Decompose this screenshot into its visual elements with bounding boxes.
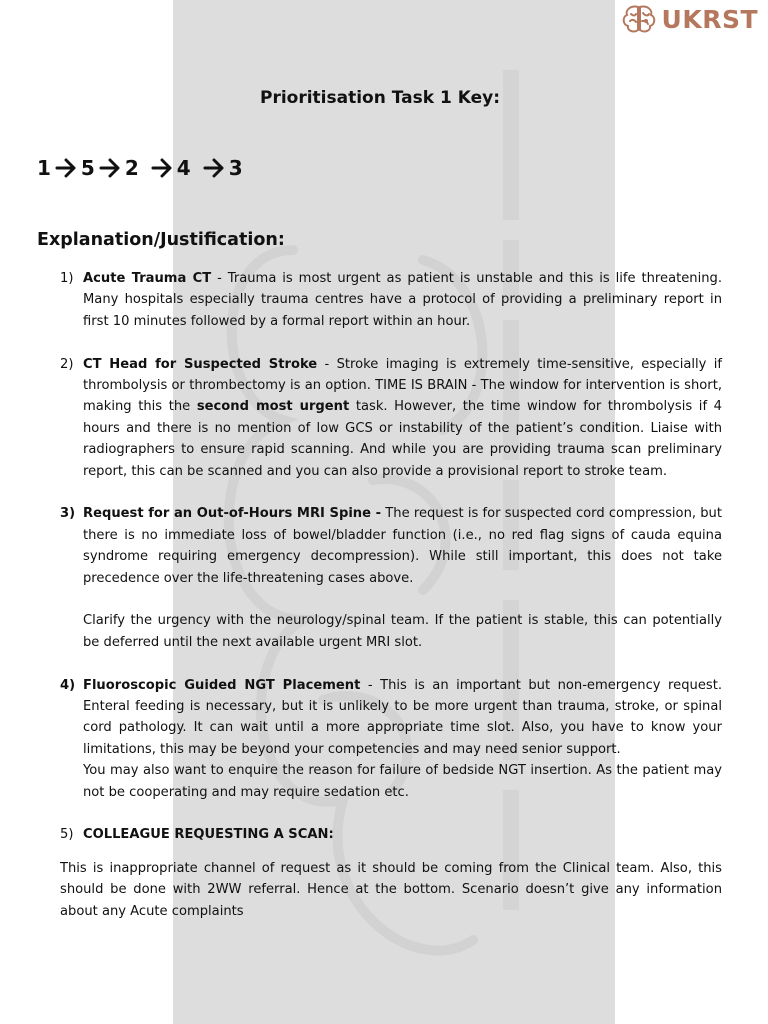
item-marker: 2) [60, 356, 74, 372]
item-text: task. However, the time window for thrombolysis if 4 hours and there is no mention of low GCS or instability of the patient’s condition. Liaise with radiographers to ensure rapid scanning. And while you are providing trauma scan preliminary report, this can be scanned and you can also provide a provisional report to stroke team. [83, 399, 722, 479]
item-lead: Acute Trauma CT [83, 271, 212, 286]
brand-logo [621, 4, 758, 34]
list-item [60, 354, 722, 482]
brain-icon [621, 4, 657, 34]
page-title: Prioritisation Task 1 Key: [259, 88, 500, 108]
item-lead: COLLEAGUE REQUESTING A SCAN: [83, 827, 334, 843]
item-lead: Request for an Out-of-Hours MRI Spine - [83, 506, 382, 522]
section-heading: Explanation/Justification: [37, 230, 285, 250]
item-lead: Fluoroscopic Guided NGT Placement [83, 677, 361, 693]
arrow-right-icon [151, 158, 173, 178]
item-marker: 1) [60, 271, 74, 286]
arrow-right-icon [99, 158, 121, 178]
item-text: - This is an important but non-emergency request. Enteral feeding is necessary, but it is unlikely to be more urgent than trauma, stroke, or spinal cord pathology. It can wait until a more appropriate time slot. Also, you have to know your limitations, this may be beyond your competencies and may need senior support. [83, 677, 722, 757]
order-step: 5 [80, 156, 95, 180]
closing-paragraph: This is inappropriate channel of request as it should be coming from the Clinical team. Also, this should be done with 2WW referral. Hence at the bottom. Scenario doesn’t give any information about any Acute complaints [60, 860, 722, 919]
item-emphasis: second most urgent [196, 399, 350, 415]
list-item [60, 675, 722, 803]
list-item [60, 503, 722, 653]
list-item [60, 268, 722, 332]
item-lead: CT Head for Suspected Stroke [83, 356, 318, 372]
order-step: 4 [176, 156, 191, 180]
priority-order [37, 156, 243, 180]
item-text: - Stroke imaging is extremely time-sensitive, especially if thrombolysis or thrombectomy is an option. TIME IS BRAIN - The window for intervention is short, making this the [83, 356, 722, 415]
order-step: 3 [228, 156, 243, 180]
arrow-right-icon [203, 158, 225, 178]
arrow-right-icon [55, 158, 77, 178]
item-paragraph: Clarify the urgency with the neurology/spinal team. If the patient is stable, this can potentially be deferred until the next available urgent MRI slot. [83, 613, 722, 650]
item-marker: 3) [60, 506, 76, 522]
item-text: The request is for suspected cord compression, but there is no immediate loss of bowel/bladder function (i.e., no red flag signs of cauda equina syndrome requiring emergency decompression). While still important, this does not take precedence over the life-threatening cases above. [83, 506, 722, 586]
item-text: - Trauma is most urgent as patient is unstable and this is life threatening. Many hospitals especially trauma centres have a protocol of providing a preliminary report in first 10 minutes followed by a formal report within an hour. [83, 271, 722, 329]
item-marker: 4) [60, 677, 76, 693]
item-paragraph: You may also want to enquire the reason for failure of bedside NGT insertion. As the patient may not be cooperating and may require sedation etc. [83, 763, 722, 800]
item-marker: 5) [60, 827, 74, 843]
explanation-list [60, 268, 722, 922]
list-item [60, 824, 722, 845]
order-step: 1 [37, 156, 51, 180]
order-step: 2 [124, 156, 139, 180]
brand-name: UKRST [661, 4, 758, 34]
